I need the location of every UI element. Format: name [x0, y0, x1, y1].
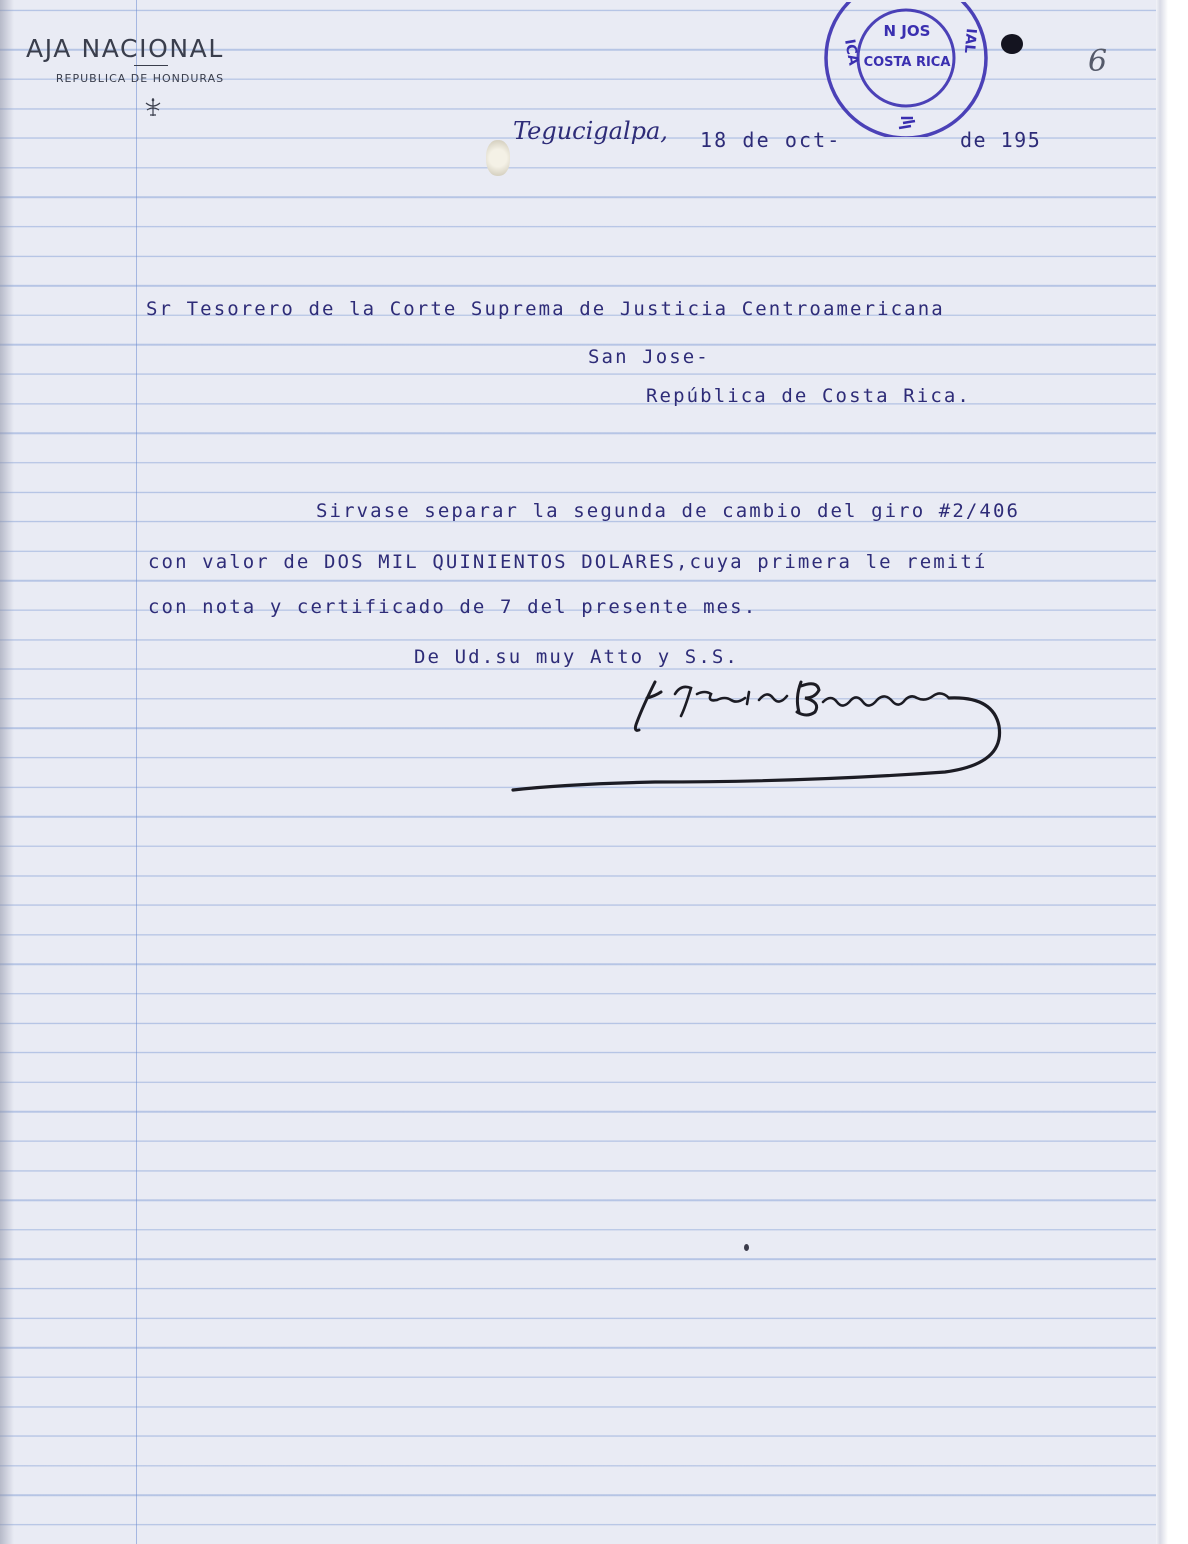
date-day-month: 18 de oct-	[700, 128, 842, 152]
letterhead-name: AJA NACIONAL	[26, 34, 224, 63]
ornament-icon	[142, 96, 164, 118]
date-place: Tegucigalpa,	[513, 117, 668, 145]
stamp-ring-right: IAL	[960, 27, 979, 54]
body-line-2: con valor de DOS MIL QUINIENTOS DOLARES,cuya primera le remití	[148, 551, 988, 573]
letterhead-subtitle: REPUBLICA DE HONDURAS	[55, 72, 225, 85]
closing-line: De Ud.su muy Atto y S.S.	[414, 646, 739, 668]
page-number: 6	[1088, 44, 1108, 79]
letterhead	[26, 34, 276, 85]
ink-speck	[744, 1244, 749, 1251]
stamp-center-top: N JOS	[883, 22, 931, 40]
body-line-1: Sirvase separar la segunda de cambio del giro #2/406	[316, 500, 1021, 522]
paper-edge-shadow	[0, 0, 14, 1544]
address-line-3: República de Costa Rica.	[646, 385, 971, 407]
margin-rule	[136, 0, 137, 1544]
paper-stain	[486, 140, 510, 176]
paper-right-edge	[1156, 0, 1188, 1544]
signature	[505, 672, 1015, 802]
date-year: de 195	[960, 128, 1042, 152]
letterhead-rule	[134, 65, 168, 66]
ink-blot	[1001, 34, 1023, 54]
address-line-2: San Jose-	[588, 346, 710, 368]
body-line-3: con nota y certificado de 7 del presente mes.	[148, 596, 758, 618]
stamp-center-bottom: COSTA RICA	[863, 55, 951, 70]
seal-stamp	[815, 2, 995, 137]
address-line-1: Sr Tesorero de la Corte Suprema de Justicia Centroamericana	[146, 298, 945, 320]
stamp-ring-left: ICA	[841, 37, 862, 67]
